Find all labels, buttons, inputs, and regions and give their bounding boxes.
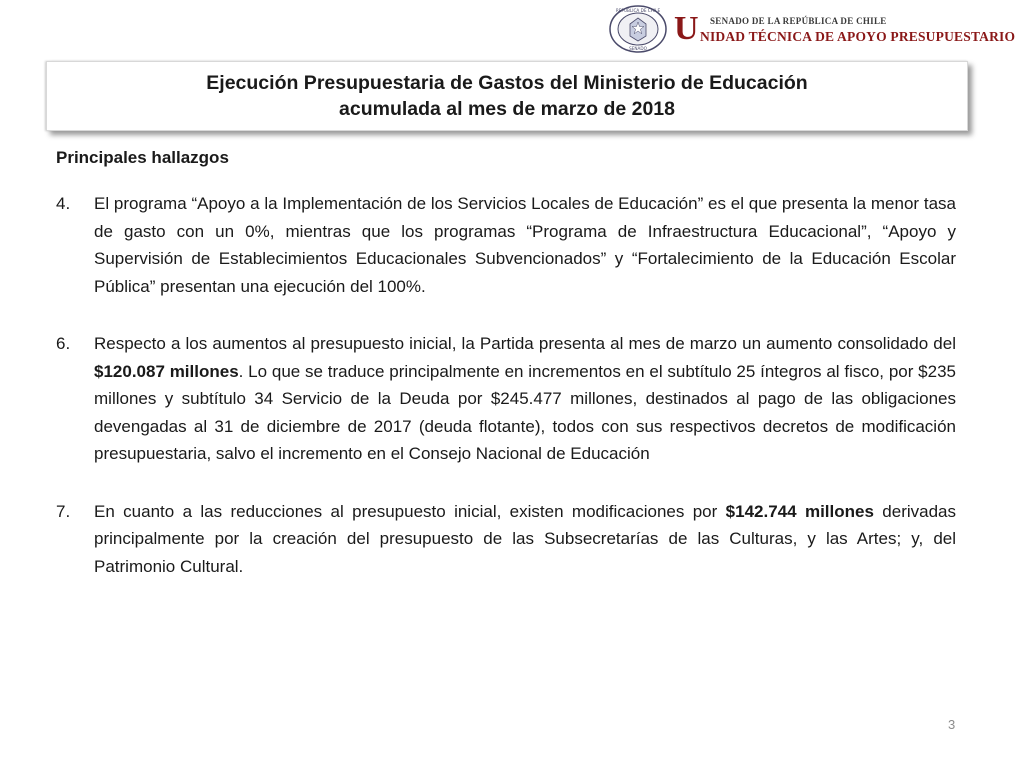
finding-text-part: El programa “Apoyo a la Implementación de los Servicios Locales de Educación” es el que presenta la menor tasa de gasto con un 0%, mientras que los programas “Programa de Infraestructura Educacional”, “Apoyo y Supervisión de Establecimientos Educacionales Subvencionados” y “Fortalecimiento de la Educación Escolar Pública” presentan una ejecución del 100%. xyxy=(94,194,956,296)
header-logo xyxy=(608,4,1018,54)
finding-text-part: . Lo que se traduce principalmente en incrementos en el subtítulo 25 íntegros al fisco, por $235 millones y subtítulo 34 Servicio de la Deuda por $245.477 millones, destinados al pago de las obligaciones devengadas al 31 de diciembre de 2017 (deuda flotante), todos con sus respectivos decretos de modificación presupuestaria, salvo el incremento en el Consejo Nacional de Educación xyxy=(94,361,956,463)
finding-item xyxy=(56,498,956,581)
svg-text:REPÚBLICA DE CHILE: REPÚBLICA DE CHILE xyxy=(615,8,661,13)
svg-text:SENADO: SENADO xyxy=(629,46,647,51)
finding-text-part: Respecto a los aumentos al presupuesto inicial, la Partida presenta al mes de marzo un aumento consolidado del xyxy=(94,334,956,353)
title-line-1: Ejecución Presupuestaria de Gastos del Ministerio de Educación xyxy=(206,72,808,94)
senate-seal-icon xyxy=(608,4,668,54)
finding-amount: $120.087 millones xyxy=(94,361,239,381)
org-name-line2: NIDAD TÉCNICA DE APOYO PRESUPUESTARIO xyxy=(700,29,1016,44)
finding-item xyxy=(56,190,956,300)
finding-text xyxy=(94,330,956,468)
finding-number: 7. xyxy=(56,501,71,521)
org-initial: U xyxy=(674,10,699,47)
finding-amount: $142.744 millones xyxy=(725,501,874,521)
finding-number: 6. xyxy=(56,334,71,353)
finding-text-part: En cuanto a las reducciones al presupuesto inicial, existen modificaciones por xyxy=(94,501,726,521)
title-line-2: acumulada al mes de marzo de 2018 xyxy=(339,98,675,120)
page-number: 3 xyxy=(948,717,956,732)
section-heading: Principales hallazgos xyxy=(56,148,229,167)
findings-list xyxy=(56,190,956,610)
finding-text xyxy=(94,190,956,300)
finding-item xyxy=(56,330,956,468)
org-name-line1: SENADO DE LA REPÚBLICA DE CHILE xyxy=(710,16,887,26)
finding-text-part: derivadas principalmente por la creación del presupuesto de las Subsecretarías de las Culturas, y las Artes; y, del Patrimonio Cultural. xyxy=(94,501,957,576)
finding-text xyxy=(94,498,956,581)
title-box xyxy=(46,61,968,131)
finding-number: 4. xyxy=(56,194,71,213)
